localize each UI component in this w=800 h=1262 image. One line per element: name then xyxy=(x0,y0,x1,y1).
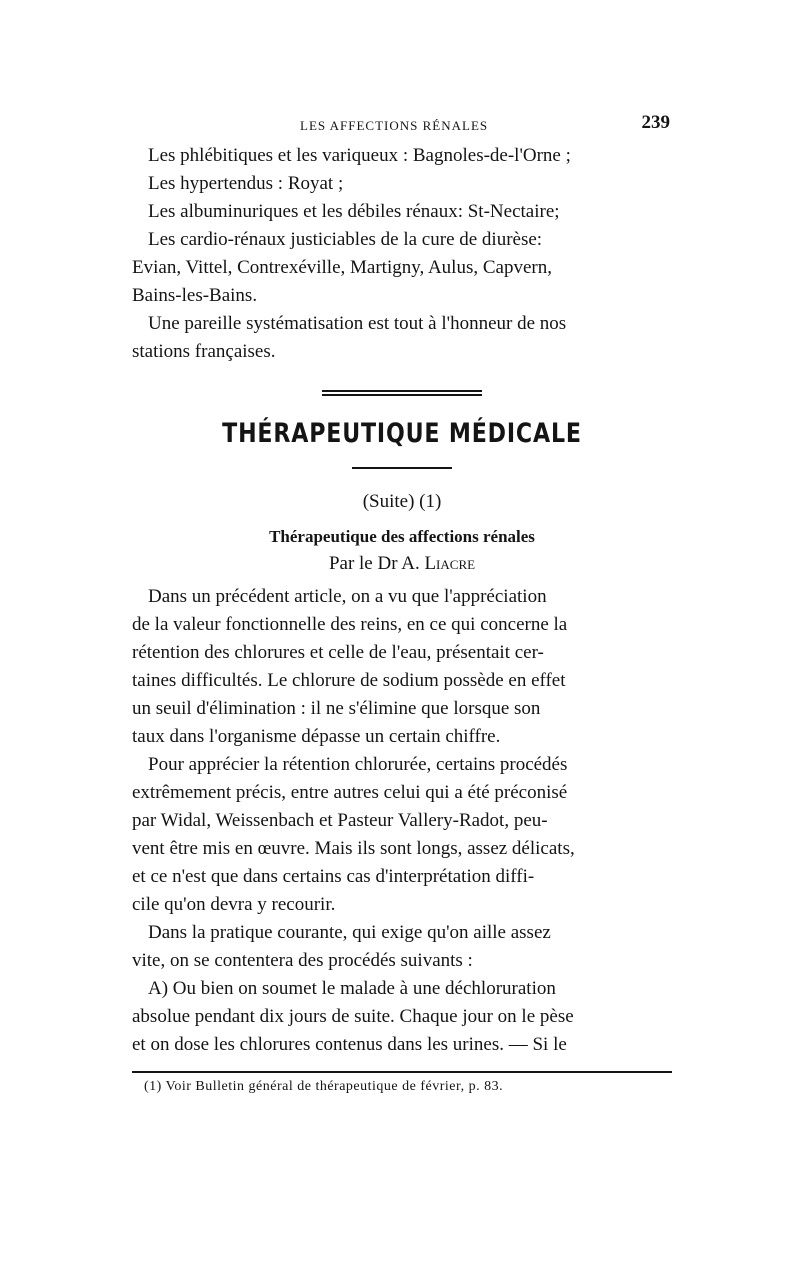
text-line: Pour apprécier la rétention chlorurée, certains procédés xyxy=(148,754,568,775)
author-name: Liacre xyxy=(424,553,476,574)
text-line: taines difficultés. Le chlorure de sodium possède en effet xyxy=(132,670,566,691)
text-line: Dans un précédent article, on a vu que l'appréciation xyxy=(148,586,547,607)
text-line: rétention des chlorures et celle de l'eau, présentait cer- xyxy=(132,642,544,663)
section-divider xyxy=(322,390,482,396)
text-line: par Widal, Weissenbach et Pasteur Vallery-Radot, peu- xyxy=(132,810,548,831)
text-line: Les cardio-rénaux justiciables de la cure de diurèse: xyxy=(148,229,543,250)
text-line: absolue pendant dix jours de suite. Chaque jour on le pèse xyxy=(132,1006,574,1027)
text-line: Evian, Vittel, Contrexéville, Martigny, Aulus, Capvern, xyxy=(132,257,552,278)
text-line: taux dans l'organisme dépasse un certain chiffre. xyxy=(132,726,501,747)
text-line: A) Ou bien on soumet le malade à une déchloruration xyxy=(148,978,556,999)
page-number: 239 xyxy=(641,112,670,133)
running-title: LES AFFECTIONS RÉNALES xyxy=(300,118,489,133)
text-line: Dans la pratique courante, qui exige qu'on aille assez xyxy=(148,922,551,943)
text-line: et ce n'est que dans certains cas d'interprétation diffi- xyxy=(132,866,535,887)
text-line: vite, on se contentera des procédés suivants : xyxy=(132,950,473,971)
article-body xyxy=(132,583,672,1059)
text-line: Bains-les-Bains. xyxy=(132,285,258,306)
author-line xyxy=(132,553,672,575)
title-rule xyxy=(352,467,452,469)
intro-block xyxy=(132,142,672,366)
footnote: (1) Voir Bulletin général de thérapeutique de février, p. 83. xyxy=(144,1079,504,1094)
author-prefix: Par le Dr A. xyxy=(328,553,425,574)
section-title: THÉRAPEUTIQUE MÉDICALE xyxy=(222,418,582,449)
text-line: Les albuminuriques et les débiles rénaux: St-Nectaire; xyxy=(148,201,560,222)
text-line: et on dose les chlorures contenus dans les urines. — Si le xyxy=(132,1034,567,1055)
running-header xyxy=(132,112,672,142)
book-page xyxy=(132,112,672,1095)
text-line: un seuil d'élimination : il ne s'élimine que lorsque son xyxy=(132,698,541,719)
text-line: Les hypertendus : Royat ; xyxy=(148,173,344,194)
text-line: cile qu'on devra y recourir. xyxy=(132,894,336,915)
text-line: vent être mis en œuvre. Mais ils sont longs, assez délicats, xyxy=(132,838,575,859)
text-line: Les phlébitiques et les variqueux : Bagnoles-de-l'Orne ; xyxy=(148,145,571,166)
text-line: stations françaises. xyxy=(132,341,276,362)
text-line: Une pareille systématisation est tout à l'honneur de nos xyxy=(148,313,567,334)
article-subtitle: Thérapeutique des affections rénales xyxy=(269,527,535,546)
suite-label: (Suite) (1) xyxy=(362,491,442,512)
text-line: de la valeur fonctionnelle des reins, en ce qui concerne la xyxy=(132,614,568,635)
footnote-rule xyxy=(132,1071,672,1073)
text-line: extrêmement précis, entre autres celui qui a été préconisé xyxy=(132,782,568,803)
